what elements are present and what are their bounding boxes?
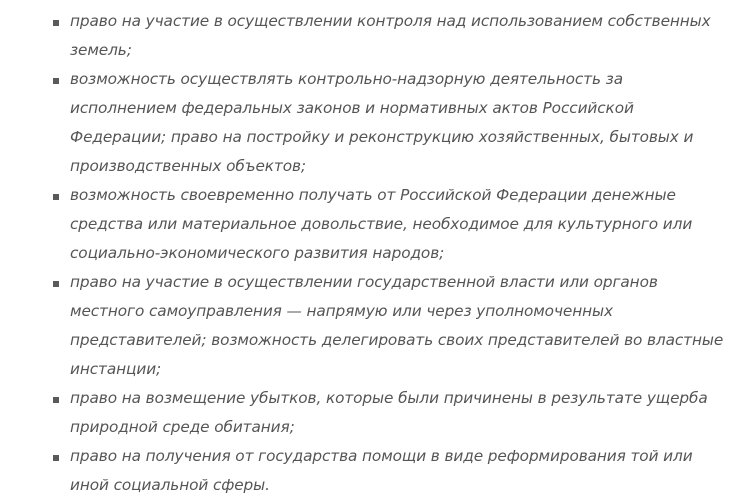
list-item-text: возможность осуществлять контрольно-надзорную деятельность за исполнением федеральных законов и нормативных актов Российской Федерации; право на постройку и реконструкцию хозяйственных, бытовых и производственных объектов; <box>70 70 694 175</box>
list-item-text: право на участие в осуществлении контроля над использованием собственных земель; <box>70 12 711 59</box>
square-bullet-icon <box>53 281 59 287</box>
list-item-text: право на возмещение убытков, которые были причинены в результате ущерба природной среде обитания; <box>70 389 708 436</box>
list-item-text: право на получения от государства помощи в виде реформирования той или иной социальной сферы. <box>70 447 693 494</box>
square-bullet-icon <box>53 194 59 200</box>
list-item-text: право на участие в осуществлении государственной власти или органов местного самоуправления — напрямую или через уполномоченных представителей; возможность делегировать своих представителей во властные инстанции; <box>70 273 724 378</box>
square-bullet-icon <box>53 78 59 84</box>
square-bullet-icon <box>53 20 59 26</box>
rights-list <box>0 7 748 500</box>
list-item <box>0 7 748 65</box>
square-bullet-icon <box>53 455 59 461</box>
list-item-text: возможность своевременно получать от Российской Федерации денежные средства или материальное довольствие, необходимое для культурного или социально-экономического развития народов; <box>70 186 693 262</box>
square-bullet-icon <box>53 397 59 403</box>
list-item <box>0 384 748 442</box>
list-item <box>0 268 748 384</box>
list-item <box>0 65 748 181</box>
list-item <box>0 181 748 268</box>
list-item <box>0 442 748 500</box>
